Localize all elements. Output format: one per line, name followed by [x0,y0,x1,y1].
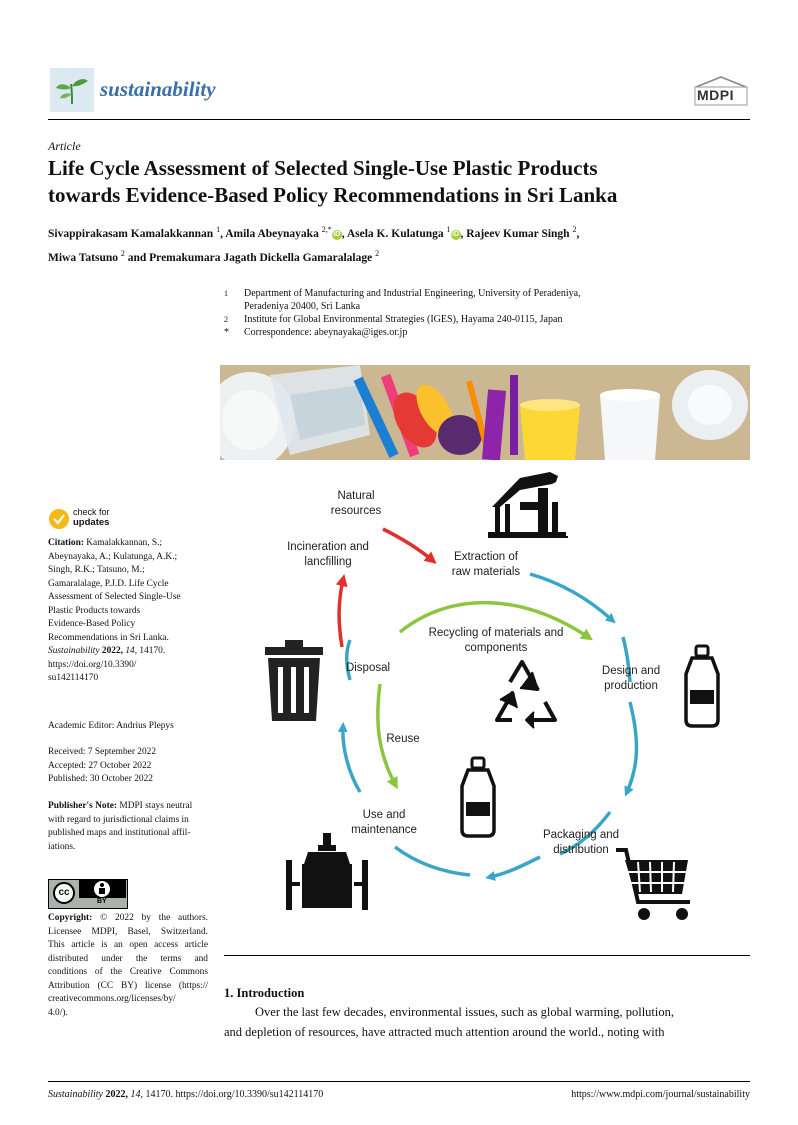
academic-editor: Academic Editor: Andrius Plepys [48,721,174,731]
check-for-updates-button[interactable]: check for updates [48,507,128,531]
bottle-icon [462,758,494,836]
dates-block: Received: 7 September 2022 Accepted: 27 October 2022 Published: 30 October 2022 [48,747,157,784]
cc-by-badge[interactable]: cc BY [48,879,128,909]
arrow-design-to-packaging [627,702,636,792]
cc-icon: cc [53,882,75,904]
author-name[interactable]: Rajeev Kumar Singh [466,227,570,240]
citation-doi-link[interactable]: https://doi.org/10.3390/ [48,659,137,670]
recycle-icon [497,662,555,728]
header-divider [48,119,750,120]
oil-pump-icon [488,472,568,538]
svg-text:components: components [464,642,528,654]
footer-citation: Sustainability 2022, 14, 14170. https://doi.org/10.3390/su142114170 [48,1089,324,1100]
publisher-note: Publisher's Note: MDPI stays neutral with regard to jurisdictional claims in published maps and institutional affil- iations. [48,801,193,852]
affiliation-2: 2 Institute for Global Environmental Strategies (IGES), Hayama 240-0115, Japan [224,314,563,325]
authors-line-1: Sivappirakasam Kamalakkannan $^1$, Amila Abeynayaka $^{2,*}$iD , Asela K. Kulatunga $^1$iD , Rajeev Kumar Singh $^2$, [48,225,580,240]
section-heading: 1. Introduction [224,986,305,1000]
arrow-disposal-to-incineration [339,580,343,647]
correspondence: * Correspondence: abeynayaka@iges.or.jp [224,327,408,338]
svg-text:lancfilling: lancfilling [304,556,352,568]
intro-divider [224,955,750,956]
shopping-cart-icon [616,850,690,920]
author-name[interactable]: Amila Abeynayaka [225,227,319,240]
journal-logo-icon [50,68,94,112]
arrow-use-to-disposal [343,727,360,792]
publisher-name: MDPI [697,87,734,103]
author-name[interactable]: Premakumara Jagath Dickella Gamaralalage [149,251,373,264]
author-name[interactable]: Sivappirakasam Kamalakkannan [48,227,214,240]
arrow-packaging-to-use [490,857,540,877]
plastic-products-photo [220,365,750,460]
mdpi-logo [692,75,750,109]
by-person-icon [94,881,110,897]
bottle-icon [686,646,718,726]
citation-block: Citation: Kamalakkannan, S.; Abeynayaka, A.; Kulatunga, A.K.; Singh, R.K.; Tatsuno, M.; Gamaralalage, P.J.D. Life Cycle Assessment of Selected Single-Use Plastic Products towards Evidence-Based Policy Recommendations in Sri Lanka. Sustainability 2022, 14, 14170. https://doi.org/10.3390/ su142114170 [48,537,213,686]
dining-table-icon [286,833,368,910]
arrow-natural-to-extraction [383,529,432,560]
copyright-block: Copyright: © 2022 by the authors. Licensee MDPI, Basel, Switzerland. This article is an open access article distributed under the terms and conditions of the Creative Commons Attribution (CC BY) license (https:// creativecommons.org/licenses/by/ 4.0/). [48,913,208,1018]
svg-text:maintenance: maintenance [351,824,417,836]
page-title [48,155,750,209]
label-natural-resources: Natural [337,490,375,502]
intro-paragraph: Over the last few decades, environmental issues, such as global warming, pollution, and depletion of resources, have attracted much attention around the world., noting with [224,1005,674,1039]
journal-name: sustainability [100,77,216,101]
trash-can-icon [265,640,323,721]
arc-disposal-lower [347,640,350,680]
check-updates-icon [48,508,70,530]
svg-text:raw materials: raw materials [451,566,521,578]
author-list [48,220,758,268]
title-line-2: towards Evidence-Based Policy Recommendations in Sri Lanka [48,183,618,207]
orcid-icon[interactable]: iD [333,230,341,238]
orcid-icon[interactable]: iD [452,230,460,238]
label-extraction: Extraction of [454,551,518,563]
svg-text:production: production [604,680,658,692]
author-name[interactable]: Asela K. Kulatunga [346,227,444,240]
label-reuse: Reuse [386,733,420,745]
title-line-1: Life Cycle Assessment of Selected Single-Use Plastic Products [48,156,598,180]
label-recycling: Recycling of materials and [428,627,564,639]
author-name[interactable]: Miwa Tatsuno [48,251,118,264]
authors-line-2: Miwa Tatsuno $^2$ and Premakumara Jagath Dickella Gamaralalage $^2$ [48,248,380,264]
life-cycle-diagram [220,462,750,952]
label-use: Use and [362,809,406,821]
affiliation-1: 1 Department of Manufacturing and Industrial Engineering, University of Peradeniya, Peradeniya 20400, Sri Lanka [224,288,581,312]
footer-journal-url[interactable]: https://www.mdpi.com/journal/sustainability [571,1089,750,1100]
footer-divider [48,1081,750,1082]
arc-use-lower [395,847,470,875]
label-packaging: Packaging and [542,829,620,841]
affiliations [224,287,724,339]
svg-text:resources: resources [330,505,382,517]
article-type: Article [48,139,81,153]
label-disposal: Disposal [345,662,391,674]
label-incineration: Incineration and [287,541,369,553]
svg-text:distribution: distribution [553,844,609,856]
label-design: Design and [601,665,661,677]
